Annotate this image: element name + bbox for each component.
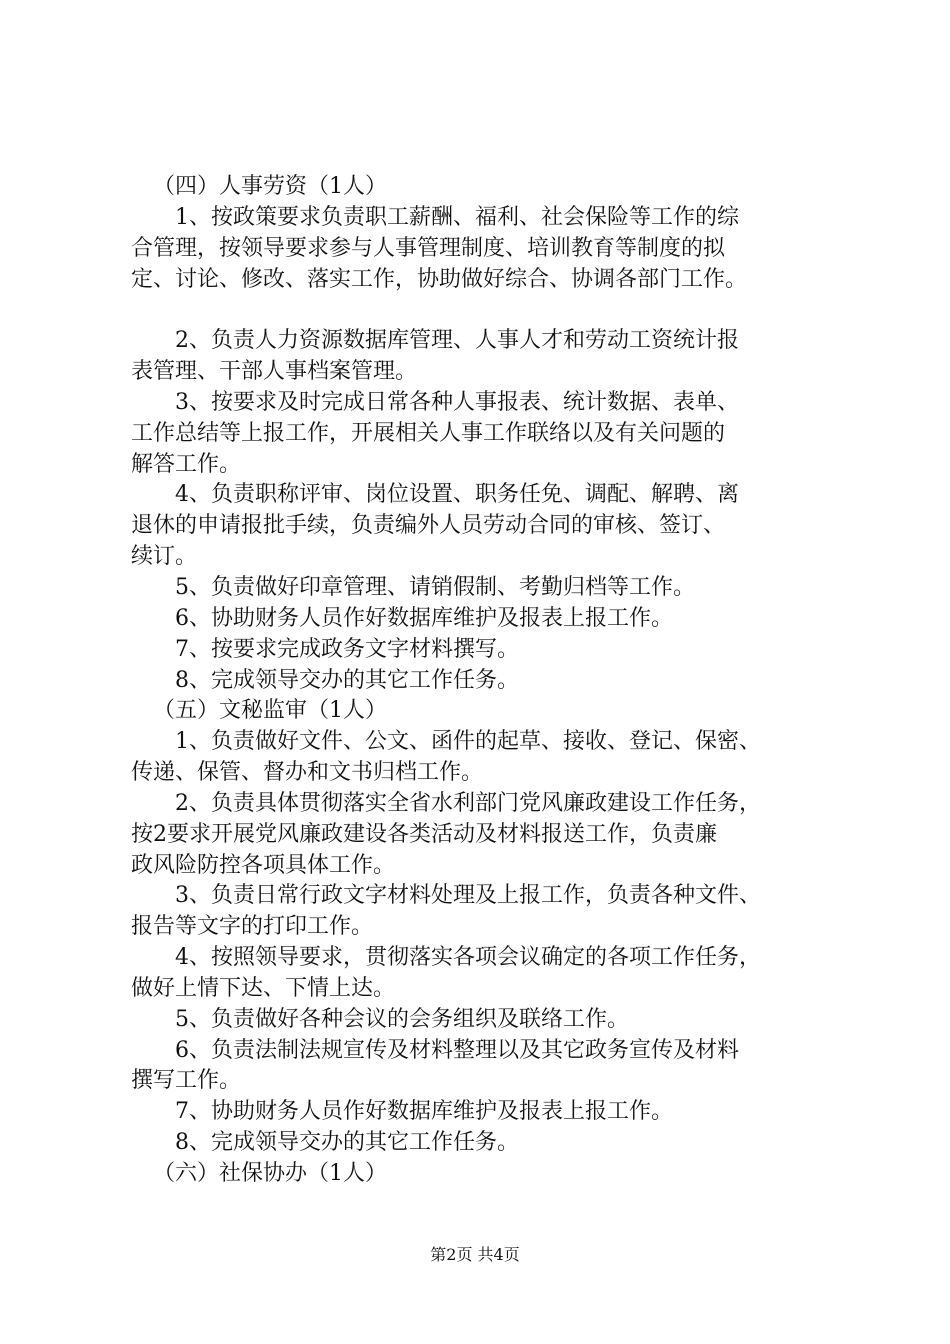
- paragraph-line: 合管理，按领导要求参与人事管理制度、培训教育等制度的拟: [131, 235, 726, 261]
- paragraph-line: 5、负责做好各种会议的会务组织及联络工作。: [175, 1006, 629, 1032]
- paragraph-line: 2、负责人力资源数据库管理、人事人才和劳动工资统计报: [175, 328, 739, 354]
- paragraph-line: 3、负责日常行政文字材料处理及上报工作，负责各种文件、: [175, 883, 761, 909]
- paragraph-line: 做好上情下达、下情上达。: [131, 975, 396, 1001]
- page-footer: 第2页 共4页: [430, 1245, 520, 1264]
- section-heading: （五）文秘监审（1人）: [153, 698, 387, 724]
- paragraph-line: 3、按要求及时完成日常各种人事报表、统计数据、表单、: [175, 389, 739, 415]
- section-heading: （四）人事劳资（1人）: [153, 174, 387, 199]
- paragraph-line: 7、按要求完成政务文字材料撰写。: [175, 636, 519, 662]
- paragraph-line: 8、完成领导交办的其它工作任务。: [175, 667, 519, 693]
- paragraph-line: 4、按照领导要求，贯彻落实各项会议确定的各项工作任务，: [175, 945, 761, 971]
- paragraph-line: 撰写工作。: [131, 1068, 242, 1094]
- paragraph-line: 7、协助财务人员作好数据库维护及报表上报工作。: [175, 1099, 673, 1125]
- paragraph-line: 5、负责做好印章管理、请销假制、考勤归档等工作。: [175, 574, 695, 600]
- paragraph-line: 6、负责法制法规宣传及材料整理以及其它政务宣传及材料: [175, 1037, 739, 1063]
- paragraph-line: 工作总结等上报工作，开展相关人事工作联络以及有关问题的: [131, 420, 726, 446]
- paragraph-line: 传递、保管、督办和文书归档工作。: [131, 760, 484, 786]
- paragraph-line: 1、按政策要求负责职工薪酬、福利、社会保险等工作的综: [175, 204, 739, 230]
- paragraph-line: 6、协助财务人员作好数据库维护及报表上报工作。: [175, 605, 673, 631]
- paragraph-line: 定、讨论、修改、落实工作，协助做好综合、协调各部门工作。: [131, 266, 748, 292]
- document-body: [131, 172, 851, 1190]
- blank-line: [131, 295, 851, 326]
- section-heading: （六）社保协办（1人）: [153, 1161, 387, 1186]
- paragraph-line: 退休的申请报批手续，负责编外人员劳动合同的审核、签订、: [131, 513, 726, 539]
- paragraph-line: 2、负责具体贯彻落实全省水利部门党风廉政建设工作任务，: [175, 790, 761, 816]
- paragraph-line: 按2要求开展党风廉政建设各类活动及材料报送工作，负责廉: [131, 821, 717, 847]
- paragraph-line: 表管理、干部人事档案管理。: [131, 359, 418, 385]
- paragraph-line: 续订。: [131, 544, 198, 570]
- paragraph-line: 4、负责职称评审、岗位设置、职务任免、调配、解聘、离: [175, 482, 739, 508]
- paragraph-line: 8、完成领导交办的其它工作任务。: [175, 1130, 519, 1156]
- paragraph-line: 1、负责做好文件、公文、函件的起草、接收、登记、保密、: [175, 729, 761, 755]
- paragraph-line: 解答工作。: [131, 451, 242, 477]
- paragraph-line: 报告等文字的打印工作。: [131, 914, 374, 940]
- paragraph-line: 政风险防控各项具体工作。: [131, 852, 396, 878]
